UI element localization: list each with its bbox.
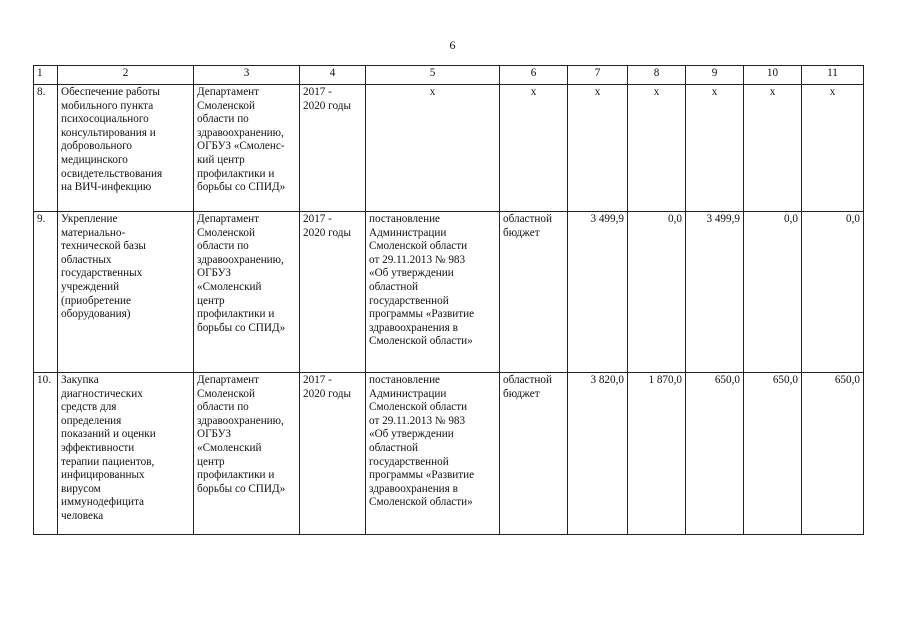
legal-document: х	[366, 85, 500, 212]
total-amount: 3 499,9	[568, 212, 628, 373]
row-number: 10.	[34, 373, 58, 535]
period: 2017 - 2020 годы	[300, 85, 366, 212]
column-header-6: 6	[500, 66, 568, 85]
funding-source: х	[500, 85, 568, 212]
period: 2017 - 2020 годы	[300, 373, 366, 535]
activities-table	[33, 65, 864, 535]
amount-col-9: х	[686, 85, 744, 212]
executor: Департамент Смоленской области по здравоохранению, ОГБУЗ «Смоленский центр профилактики и борьбы со СПИД»	[194, 212, 300, 373]
amount-col-9: 3 499,9	[686, 212, 744, 373]
total-amount: х	[568, 85, 628, 212]
amount-col-11: 650,0	[802, 373, 864, 535]
executor: Департамент Смоленской области по здравоохранению, ОГБУЗ «Смоленс- кий центр профилактики и борьбы со СПИД»	[194, 85, 300, 212]
column-header-7: 7	[568, 66, 628, 85]
funding-source: областной бюджет	[500, 373, 568, 535]
column-header-5: 5	[366, 66, 500, 85]
amount-col-8: х	[628, 85, 686, 212]
table-row	[34, 85, 864, 212]
event-name: Закупка диагностических средств для определения показаний и оценки эффективности терапии пациентов, инфицированных вирусом иммунодефицита человека	[58, 373, 194, 535]
total-amount: 3 820,0	[568, 373, 628, 535]
event-name: Укрепление материально- технической базы областных государственных учреждений (приобретение оборудования)	[58, 212, 194, 373]
funding-source: областной бюджет	[500, 212, 568, 373]
amount-col-11: х	[802, 85, 864, 212]
amount-col-8: 0,0	[628, 212, 686, 373]
column-header-1: 1	[34, 66, 58, 85]
column-header-2: 2	[58, 66, 194, 85]
amount-col-8: 1 870,0	[628, 373, 686, 535]
amount-col-11: 0,0	[802, 212, 864, 373]
period: 2017 - 2020 годы	[300, 212, 366, 373]
column-header-10: 10	[744, 66, 802, 85]
table-row	[34, 212, 864, 373]
column-numbers-row	[34, 66, 864, 85]
row-number: 8.	[34, 85, 58, 212]
event-name: Обеспечение работы мобильного пункта психосоциального консультирования и добровольного медицинского освидетельствования на ВИЧ-инфекцию	[58, 85, 194, 212]
legal-document: постановление Администрации Смоленской области от 29.11.2013 № 983 «Об утверждении областной государственной программы «Развитие здравоохранения в Смоленской области»	[366, 373, 500, 535]
column-header-3: 3	[194, 66, 300, 85]
column-header-8: 8	[628, 66, 686, 85]
table-row	[34, 373, 864, 535]
page-number: 6	[449, 38, 456, 52]
column-header-11: 11	[802, 66, 864, 85]
column-header-4: 4	[300, 66, 366, 85]
amount-col-10: х	[744, 85, 802, 212]
amount-col-9: 650,0	[686, 373, 744, 535]
executor: Департамент Смоленской области по здравоохранению, ОГБУЗ «Смоленский центр профилактики и борьбы со СПИД»	[194, 373, 300, 535]
amount-col-10: 0,0	[744, 212, 802, 373]
column-header-9: 9	[686, 66, 744, 85]
amount-col-10: 650,0	[744, 373, 802, 535]
row-number: 9.	[34, 212, 58, 373]
legal-document: постановление Администрации Смоленской области от 29.11.2013 № 983 «Об утверждении областной государственной программы «Развитие здравоохранения в Смоленской области»	[366, 212, 500, 373]
